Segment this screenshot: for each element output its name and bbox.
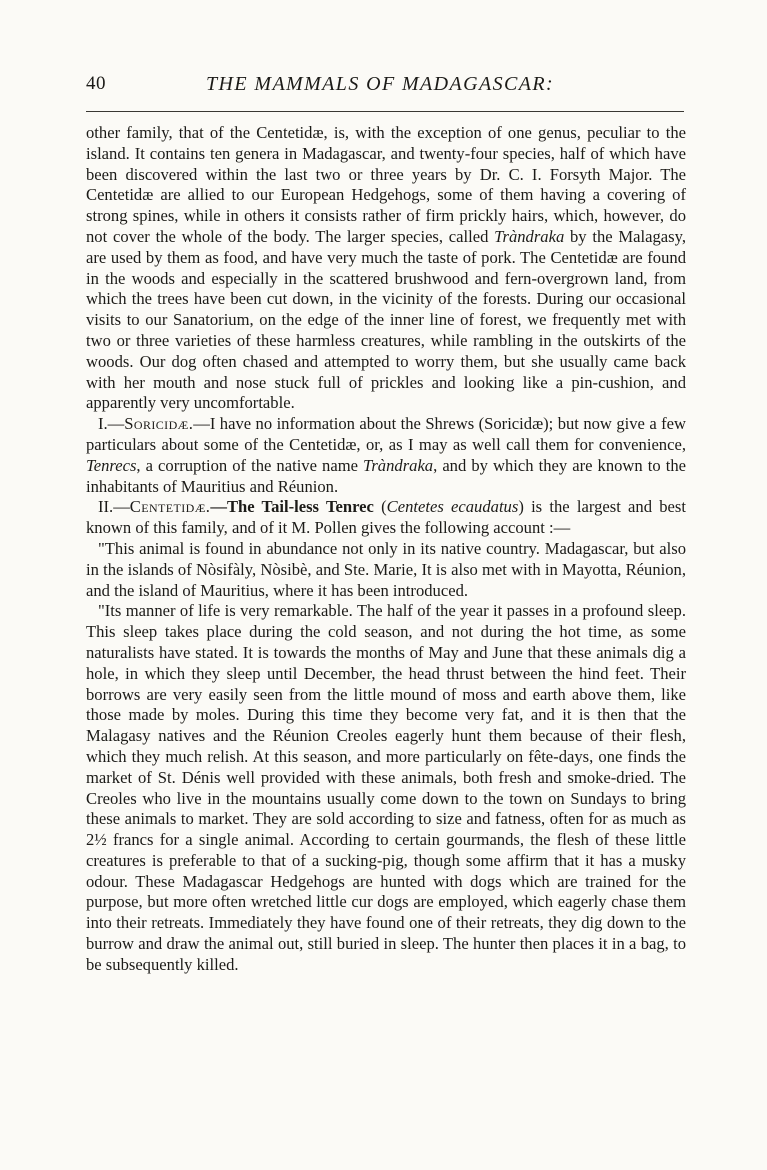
page-number: 40 [86,73,106,94]
soricidae-text-2: , a corruption of the native name [136,455,364,475]
section-number-ii: II.— [98,497,130,517]
quote-paragraph-1: "This animal is found in abundance not only in its native country. Madagascar, but also in the islands of Nòsifàly, Nòsibè, and Ste. Marie, It is also met with in Mayotta, Réunion, and the island of Mauritius, where it has been introduced. [86,538,686,600]
soricidae-text-3: , and by which they are known to the inhabitants of Mauritius and Réunion. [86,455,687,496]
section-number-i: I.— [98,414,125,434]
page-header [86,73,684,101]
centetidae-text-2: ) is the largest and best known of this family, and of it M. Pollen gives the following account :— [86,497,686,538]
intro-text-2: by the Malagasy, are used by them as food, and have very much the taste of pork. The Centetidæ are found in the woods and especially in the scattered brushwood and fern-overgrown land, from which the trees have been cut down, in the vicinity of the forests. During our occasional visits to our Sanatorium, on the edge of the inner line of forest, we frequently met with two or three varieties of these harmless creatures, while rambling in the outskirts of the woods. Our dog often chased and attempted to worry them, but she usually came back with her mouth and nose stuck full of prickles and looking like a pin-cushion, and apparently very uncomfortable. [86,226,686,413]
paragraph-centetidae [86,497,686,539]
quote-paragraph-2: "Its manner of life is very remarkable. The half of the year it passes in a profound sleep. This sleep takes place during the cold season, and not during the hot time, as some naturalists have stated. It is towards the months of May and June that these animals dig a hole, in which they sleep until December, the head thrust between the hind feet. Their borrows are very easily seen from the little mound of moss and earth above them, like those made by moles. During this time they become very fat, and it is then that the Malagasy natives and the Réunion Creoles eagerly hunt them because of their flesh, which they much relish. At this season, and more particularly on fête-days, one finds the market of St. Dénis well provided with these animals, both fresh and smoke-dried. The Creoles who live in the mountains usually come down to the town on Sundays to bring these animals to market. They are sold according to size and fatness, often for as much as 2½ francs for a single animal. According to certain gourmands, the flesh of these little creatures is preferable to that of a sucking-pig, though some affirm that it has a musky odour. These Madagascar Hedgehogs are hunted with dogs which are trained for the purpose, but more often wretched little cur dogs are employed, which eagerly chase them into their retreats. Immediately they have found one of their retreats, they dig down to the burrow and draw the animal out, still buried in sleep. The hunter then places it in a bag, to be subsequently killed. [86,601,686,974]
term-trandraka: Tràndraka [494,226,565,246]
paragraph-soricidae [86,414,686,497]
intro-text-1: other family, that of the Centetidæ, is, with the exception of one genus, peculiar to the island. It contains ten genera in Madagascar, and twenty-four species, half of which have been discovered within the last two or three years by Dr. C. I. Forsyth Major. The Centetidæ are allied to our European Hedgehogs, some of them having a covering of strong spines, while in others it consists rather of firm prickly hairs, which, however, do not cover the whole of the body. The larger species, called [86,123,686,246]
running-title: THE MAMMALS OF MADAGASCAR: [206,73,555,95]
species-name: Centetes ecaudatus [386,497,519,517]
body-text [86,123,686,976]
soricidae-text-1: —I have no information about the Shrews (Soricidæ); but now give a few particulars about some of the Centetidæ, or, as I may as well call them for convenience, [86,414,686,454]
section-heading-tailless-tenrec: —The Tail-less Tenrec [210,497,374,517]
term-tenrecs: Tenrecs [86,455,137,475]
header-rule [86,111,684,112]
family-soricidae: Soricidæ. [124,414,194,434]
family-centetidae: Centetidæ. [129,497,211,517]
centetidae-text-1: ( [373,497,387,517]
term-trandraka-2: Tràndraka [363,455,434,475]
paragraph-intro [86,123,686,414]
